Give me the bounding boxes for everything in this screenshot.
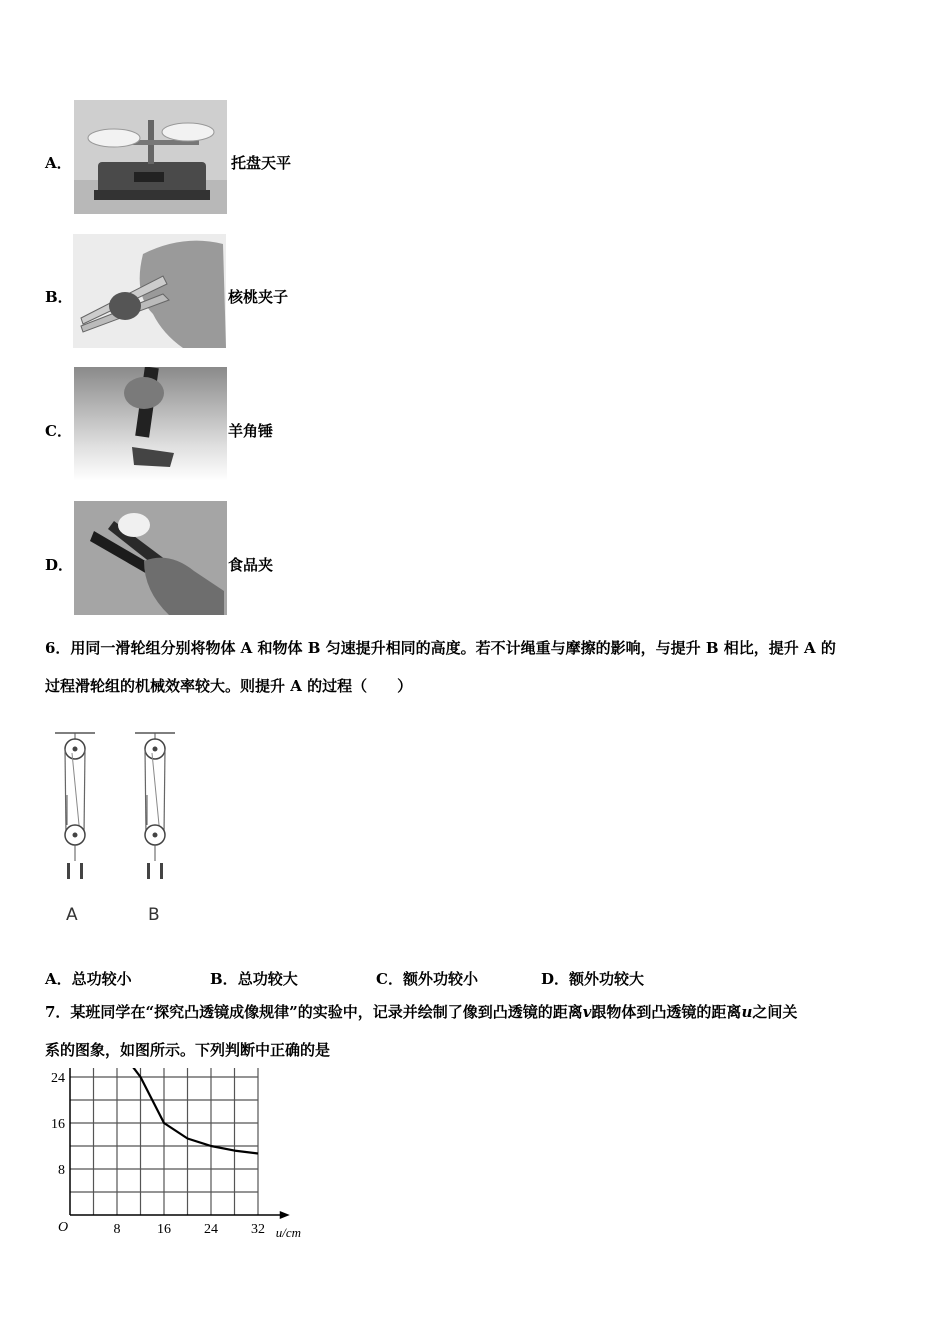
option-d-label: 食品夹: [228, 556, 274, 574]
x-tick-label: 8: [113, 1222, 121, 1237]
q7-text-a: 7．某班同学在“探究凸透镜成像规律”的实验中，记录并绘制了像到凸透镜的距离: [45, 1003, 583, 1021]
pulley-label-a: A: [66, 905, 78, 925]
option-a-letter: A．: [45, 154, 72, 172]
q6-answer-a-text: 总功较小: [71, 970, 132, 988]
y-tick-label: 8: [58, 1163, 65, 1178]
question-7-line-1: [45, 1002, 797, 1022]
q6-answer-d: [541, 968, 644, 989]
q6-answer-c-letter: C．: [376, 970, 403, 988]
q7-text-c: 之间关: [752, 1003, 798, 1021]
question-6-line-2: 过程滑轮组的机械效率较大。则提升 A 的过程（ ）: [45, 677, 413, 695]
v-u-chart: [40, 1068, 330, 1248]
x-axis-arrow: [280, 1211, 290, 1219]
balance-scale-photo: [74, 100, 227, 214]
v-u-graph: [40, 1068, 330, 1248]
pulley-diagram: [50, 725, 190, 935]
q6-answer-d-text: 额外功较大: [569, 970, 645, 988]
option-a-label: 托盘天平: [231, 154, 292, 172]
origin-label: O: [58, 1220, 69, 1235]
x-axis-label: u/cm: [275, 1225, 302, 1240]
x-tick-label: 16: [157, 1222, 171, 1237]
q6-answer-c-text: 额外功较小: [402, 970, 478, 988]
q6-answer-b-letter: B．: [210, 970, 238, 988]
x-tick-label: 24: [204, 1222, 218, 1237]
nutcracker-photo: [73, 234, 226, 348]
claw-hammer-photo: [74, 367, 227, 481]
q7-text-b: 跟物体到凸透镜的距离: [591, 1003, 742, 1021]
option-d-letter: D．: [45, 556, 74, 574]
option-c-letter: C．: [45, 422, 72, 440]
y-tick-label: 24: [51, 1071, 65, 1086]
pulley-system-a: [55, 733, 95, 879]
q6-answer-d-letter: D．: [541, 970, 570, 988]
q6-answer-a: [45, 968, 132, 989]
q6-answer-a-letter: A．: [45, 970, 72, 988]
option-c-label: 羊角锤: [228, 422, 274, 440]
q7-var-u: u: [741, 1003, 753, 1021]
y-tick-label: 16: [51, 1117, 65, 1132]
question-7-line-2: 系的图象，如图所示。下列判断中正确的是: [45, 1041, 331, 1059]
q6-answer-b: [210, 968, 298, 989]
q7-var-v: v: [582, 1003, 592, 1021]
question-6-line-1: 6．用同一滑轮组分别将物体 A 和物体 B 匀速提升相同的高度。若不计绳重与摩擦的影响，与提升 B 相比，提升 A 的: [45, 639, 836, 657]
option-b-label: 核桃夹子: [228, 288, 289, 306]
x-tick-label: 32: [251, 1222, 265, 1237]
q6-answer-c: [376, 968, 478, 989]
pulley-system-b: [135, 733, 175, 879]
food-tongs-photo: [74, 501, 227, 615]
q6-answer-b-text: 总功较大: [237, 970, 298, 988]
option-b-letter: B．: [45, 288, 73, 306]
pulley-label-b: B: [148, 905, 160, 925]
